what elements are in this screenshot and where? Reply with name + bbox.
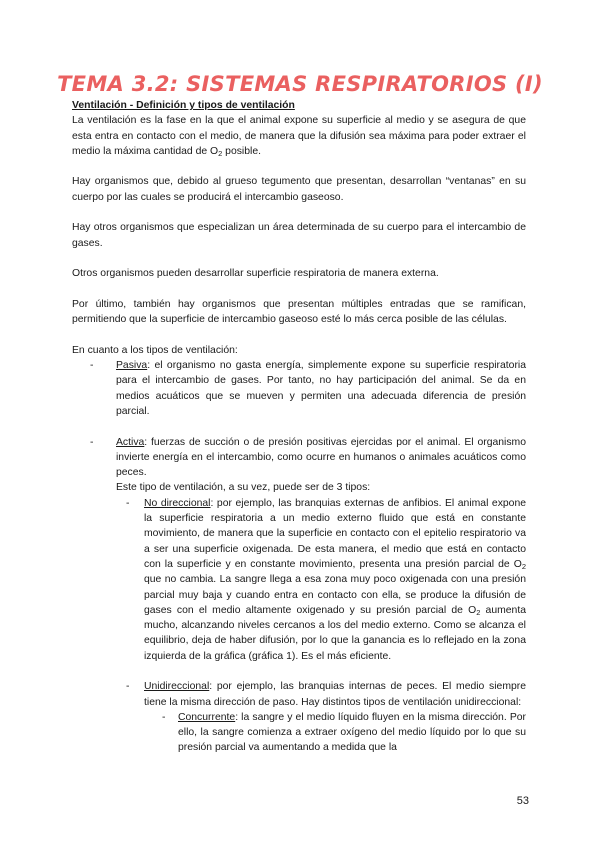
paragraph-multiple-entries: Por último, también hay organismos que presentan múltiples entradas que se ramifican, permitiendo que la superficie de intercambio gaseoso esté lo más cerca posible de las células. [72, 298, 526, 326]
list-item-no-direccional [126, 496, 526, 664]
unidireccional-text: : por ejemplo, las branquias internas de peces. El medio siempre tiene la misma dirección de paso. Hay distintos tipos de ventilación unidireccional: [144, 681, 526, 708]
paragraph-ventilation-definition [72, 113, 526, 159]
list-item-concurrente [162, 710, 526, 756]
bullet-dash: - [90, 436, 94, 448]
no-direccional-sub-a: 2 [521, 561, 526, 571]
bullet-dash: - [126, 681, 130, 693]
pasiva-text: : el organismo no gasta energía, simplemente expone su superficie respiratoria para el intercambio de gases. Por tanto, no hay participación del animal. Se da en medios acuáticos que se mueven y permiten una adecuada diferencia de presión parcial. [116, 360, 526, 417]
p1-text: La ventilación es la fase en la que el animal expone su superficie al medio y se asegura de que esta entra en contacto con el medio, de manera que la difusión sea máxima para poder extraer el medio la máxima cantidad de O [72, 115, 526, 157]
activa-subtypes-intro: Este tipo de ventilación, a su vez, puede ser de 3 tipos: [116, 482, 371, 494]
bullet-dash: - [90, 360, 94, 372]
term-no-direccional: No direccional [144, 497, 211, 509]
activa-text: : fuerzas de succión o de presión positivas ejercidas por el animal. El organismo invierte energía en el intercambio, como ocurre en humanos o animales acuáticos como peces. [116, 436, 526, 479]
p1-subscript: 2 [218, 148, 223, 158]
term-pasiva: Pasiva [116, 360, 148, 372]
no-direccional-text-c: aumenta mucho, alcanzando niveles cercanos a los del medio externo. Como se alcanza el equilibrio, deja de haber difusión, por lo que la ganancia es lo reflejado en la zona izquierda de la gráfica (gráfica 1). Es el más eficiente. [144, 604, 526, 662]
types-intro: En cuanto a los tipos de ventilación: [72, 344, 238, 356]
page-number: 53 [516, 795, 529, 807]
term-concurrente: Concurrente [178, 711, 236, 723]
paragraph-windows: Hay organismos que, debido al grueso tegumento que presentan, desarrollan “ventanas” en su cuerpo por las cuales se producirá el intercambio gaseoso. [72, 176, 526, 203]
term-activa: Activa [116, 436, 145, 448]
list-item-pasiva [90, 358, 526, 419]
paragraph-specialized-area: Hay otros organismos que especializan un área determinada de su cuerpo para el intercambio de gases. [72, 222, 526, 249]
concurrente-text: : la sangre y el medio líquido fluyen en la misma dirección. Por ello, la sangre comienza a extraer oxígeno del medio líquido por lo que su presión parcial va aumentando a medida que la [178, 711, 526, 754]
page-title: TEMA 3.2: SISTEMAS RESPIRATORIOS (I) [57, 72, 543, 96]
list-item-activa [90, 435, 526, 496]
document-body [72, 98, 526, 756]
paragraph-external-surface: Otros organismos pueden desarrollar superficie respiratoria de manera externa. [72, 268, 439, 280]
no-direccional-sub-b: 2 [476, 607, 481, 617]
term-unidireccional: Unidireccional [144, 681, 210, 693]
p1-text-end: posible. [222, 145, 261, 157]
no-direccional-text-b: que no cambia. La sangre llega a esa zona muy poco oxigenada con una presión parcial muy baja y cuando entra en contacto con ella, se produce la difusión de gases con el medio altamente oxigenado y su presión parcial de O [144, 574, 526, 616]
section-heading: Ventilación - Definición y tipos de ventilación [72, 100, 295, 111]
bullet-dash: - [126, 497, 130, 509]
no-direccional-text-a: : por ejemplo, las branquias externas de anfibios. El animal expone la superficie respiratoria a un medio externo fluido que está en constante movimiento, de manera que la superficie en contacto con el epitelio respiratorio va a ser una superficie oxigenada. De esta manera, el medio que está en contacto con la superficie y en constante movimiento, presenta una presión parcial de O [144, 497, 527, 570]
list-item-unidireccional [126, 679, 526, 710]
bullet-dash: - [162, 711, 166, 723]
